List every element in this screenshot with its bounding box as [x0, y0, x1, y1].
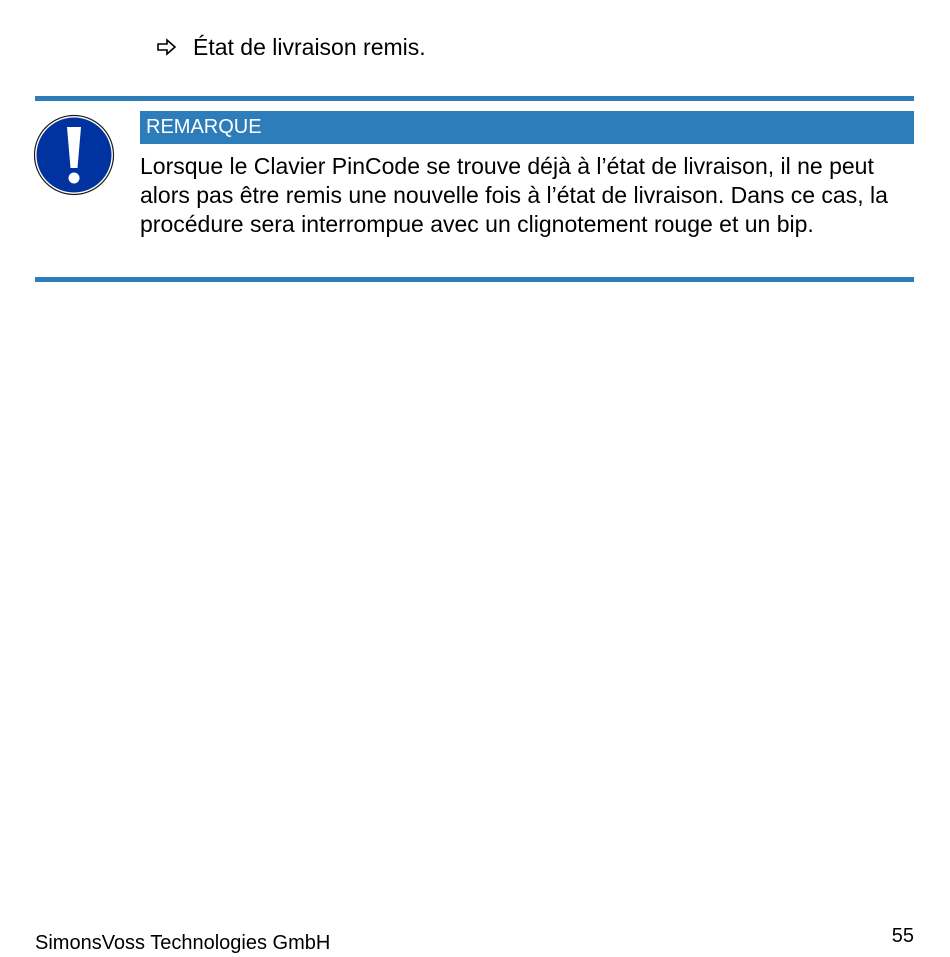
exclamation-icon — [33, 114, 115, 196]
result-step-text: État de livraison remis. — [193, 33, 426, 60]
footer-company: SimonsVoss Technologies GmbH — [35, 932, 331, 954]
note-top-rule — [35, 96, 914, 101]
result-step — [156, 30, 426, 64]
note-body: Lorsque le Clavier PinCode se trouve déjà à l’état de livraison, il ne peut alors pas être remis une nouvelle fois à l’état de livraison. Dans ce cas, la procédure sera interrompue avec un clignotement rouge et un bip. — [140, 153, 888, 237]
note-bottom-rule — [35, 277, 914, 282]
page-number: 55 — [891, 925, 914, 947]
note-header: REMARQUE — [140, 111, 914, 144]
result-arrow-icon — [156, 36, 178, 58]
